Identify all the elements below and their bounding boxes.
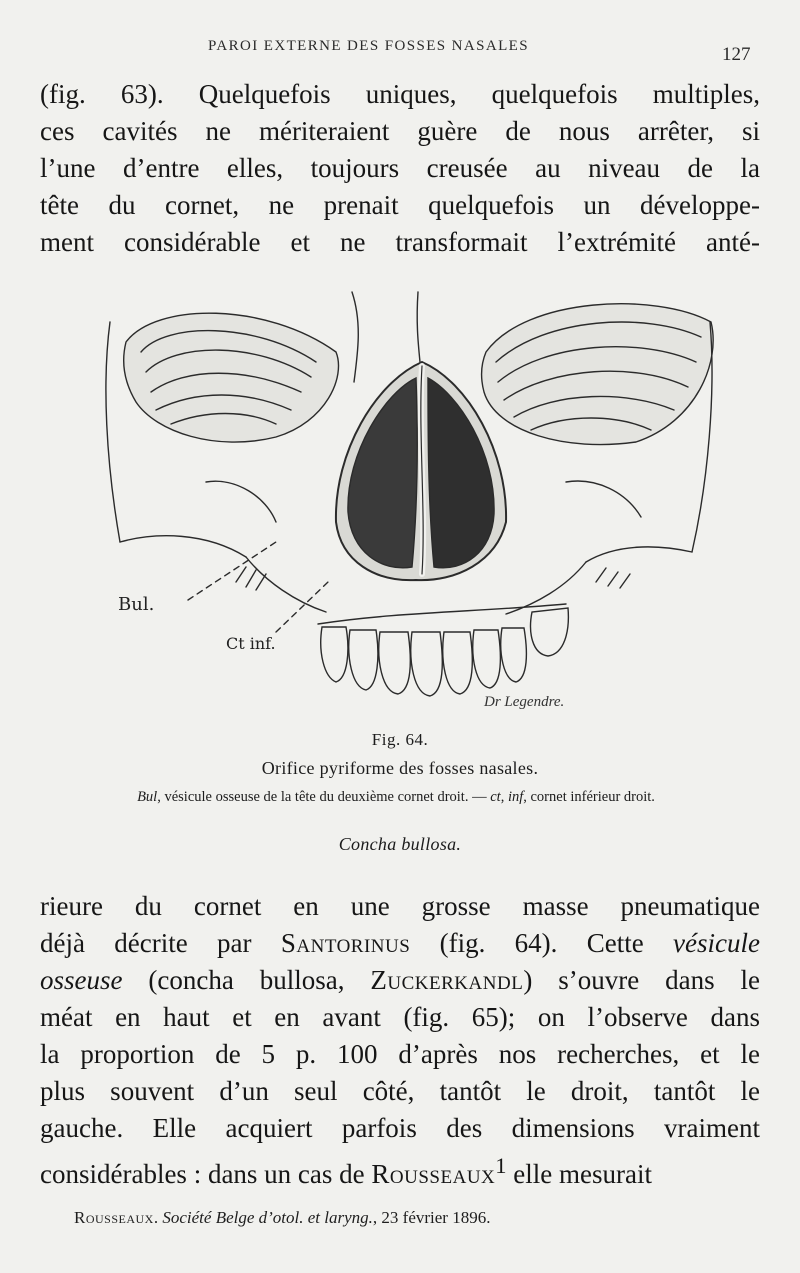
text-run: elle mesurait [506, 1159, 652, 1189]
illustrator-signature: Dr Legendre. [484, 694, 565, 710]
text-line: ces cavités ne mériteraient guère de nous arrêter, si [40, 116, 760, 146]
footnote-date: , 23 février 1896. [372, 1208, 491, 1227]
legend-text-2: , cornet inférieur droit. [523, 789, 655, 805]
italic-term: osseuse [40, 965, 123, 995]
text-line: (fig. 63). Quelquefois uniques, quelquefois multiples, [40, 79, 760, 109]
figure-legend [70, 789, 722, 806]
text-line: méat en haut et en avant (fig. 65); on l’observe dans [40, 1002, 760, 1032]
text-line: l’une d’entre elles, toujours creusée au niveau de la [40, 153, 760, 183]
legend-abbr-inf: inf [507, 789, 524, 805]
figure-title: Orifice pyriforme des fosses nasales. [261, 758, 539, 778]
text-line: tête du cornet, ne prenait quelquefois un développe- [40, 190, 760, 220]
running-header [0, 38, 800, 65]
text-line [40, 925, 760, 962]
author-name-rousseaux: Rousseaux [371, 1159, 496, 1189]
footnote-marker[interactable]: 1 [495, 1153, 507, 1178]
text-line [40, 1147, 760, 1189]
paragraph-bottom [40, 888, 760, 1189]
figure-subtitle: Concha bullosa. [338, 834, 462, 854]
legend-abbr-ct: ct [490, 789, 501, 805]
text-line: plus souvent d’un seul côté, tantôt le droit, tantôt le [40, 1076, 760, 1106]
text-run: (concha bullosa, [122, 965, 371, 995]
running-title: PAROI EXTERNE DES FOSSES NASALES [208, 38, 529, 54]
figure-label-ct-inf: Ct inf. [226, 634, 276, 653]
legend-abbr-bul: Bul [137, 789, 158, 805]
skull-illustration [96, 282, 720, 722]
footnote-author: Rousseaux [74, 1208, 154, 1227]
footnote-journal: Société Belge d’otol. et laryng. [162, 1208, 373, 1227]
figure-label-bul: Bul. [118, 594, 155, 615]
figure-number: Fig. 64. [371, 730, 429, 749]
text-line: gauche. Elle acquiert parfois des dimensions vraiment [40, 1113, 760, 1143]
footnote [74, 1208, 490, 1228]
italic-term: vésicule [673, 928, 760, 958]
text-run: considérables : dans un cas de [40, 1159, 372, 1189]
text-run: ) s’ouvre dans le [523, 965, 760, 995]
paragraph-top [40, 76, 760, 261]
footnote-sep: . [153, 1208, 163, 1227]
text-line: la proportion de 5 p. 100 d’après nos recherches, et le [40, 1039, 760, 1069]
author-name-santorinus: Santorinus [280, 928, 411, 958]
text-run: déjà décrite par [40, 928, 281, 958]
text-line [40, 962, 760, 999]
page-number: 127 [722, 44, 751, 65]
text-run: (fig. 64). Cette [410, 928, 674, 958]
text-line: ment considérable et ne transformait l’extrémité anté- [40, 227, 760, 257]
skull-drawing [96, 282, 720, 722]
legend-text-1: , vésicule osseuse de la tête du deuxième cornet droit. — [157, 789, 491, 805]
legend-sep: , [500, 789, 508, 805]
author-name-zuckerkandl: Zuckerkandl [370, 965, 524, 995]
text-line: rieure du cornet en une grosse masse pneumatique [40, 891, 760, 921]
